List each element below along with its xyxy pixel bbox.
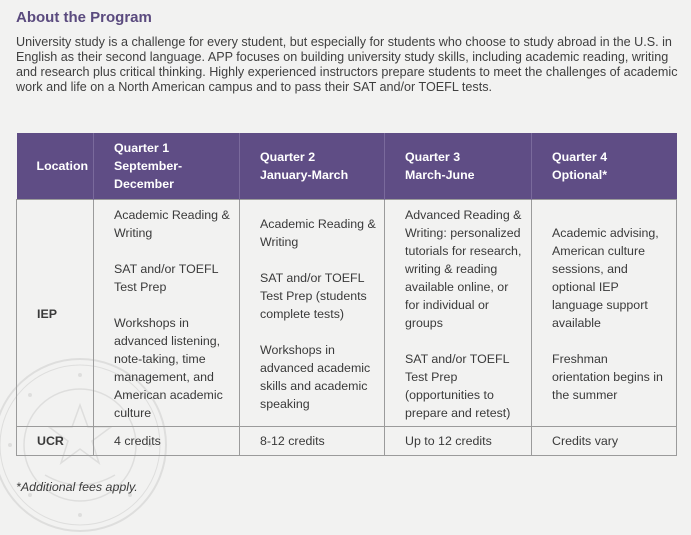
ucr-quarter-4-credits: Credits vary bbox=[532, 427, 677, 456]
table-row-iep bbox=[17, 200, 677, 427]
ucr-quarter-1-credits: 4 credits bbox=[94, 427, 240, 456]
header-quarter-4-title: Quarter 4 bbox=[552, 150, 608, 164]
ucr-quarter-3-credits: Up to 12 credits bbox=[385, 427, 532, 456]
page-title: About the Program bbox=[16, 9, 152, 26]
footnote: *Additional fees apply. bbox=[16, 480, 138, 494]
intro-paragraph: University study is a challenge for every student, but especially for students who choose to study abroad in the U.S. in English as their second language. APP focuses on building university study skills, including academic reading, writing and research plus critical thinking. Highly experienced instructors prepare students to meet the challenges of academic work and life on a North American campus and to pass their SAT and/or TOEFL tests. bbox=[16, 35, 678, 94]
table-row-ucr bbox=[17, 427, 677, 456]
header-quarter-1-start: September- bbox=[114, 159, 183, 173]
iep-q1-item: Workshops in advanced listening, note-taking, time management, and American academic culture bbox=[114, 316, 223, 420]
row-label-ucr: UCR bbox=[17, 427, 94, 456]
ucr-quarter-2-credits: 8-12 credits bbox=[240, 427, 385, 456]
header-quarter-1 bbox=[94, 133, 240, 200]
iep-q2-item: Academic Reading & Writing bbox=[260, 217, 376, 249]
iep-q1-item: Academic Reading & Writing bbox=[114, 208, 230, 240]
header-quarter-3-months: March-June bbox=[405, 168, 475, 182]
iep-q1-item: SAT and/or TOEFL Test Prep bbox=[114, 262, 218, 294]
iep-q4-item: Academic advising, American culture sessions, and optional IEP language support available bbox=[552, 226, 659, 330]
header-location-label: Location bbox=[36, 159, 89, 173]
program-schedule-table bbox=[16, 133, 677, 456]
header-location bbox=[17, 133, 94, 200]
iep-q3-item: Advanced Reading & Writing: personalized tutorials for research, writing & reading available online, or for individual or groups bbox=[405, 208, 522, 330]
row-label-iep: IEP bbox=[17, 200, 94, 427]
header-quarter-2 bbox=[240, 133, 385, 200]
header-quarter-4-note: Optional* bbox=[552, 168, 608, 182]
header-quarter-2-months: January-March bbox=[260, 168, 349, 182]
header-quarter-1-end: December bbox=[114, 177, 174, 191]
iep-quarter-2-cell bbox=[240, 200, 385, 427]
iep-q4-item: Freshman orientation begins in the summer bbox=[552, 352, 663, 402]
header-quarter-4 bbox=[532, 133, 677, 200]
header-quarter-3-title: Quarter 3 bbox=[405, 150, 461, 164]
iep-q2-item: Workshops in advanced academic skills and academic speaking bbox=[260, 343, 371, 411]
iep-quarter-1-cell bbox=[94, 200, 240, 427]
iep-quarter-3-cell bbox=[385, 200, 532, 427]
iep-q2-item: SAT and/or TOEFL Test Prep (students complete tests) bbox=[260, 271, 367, 321]
header-quarter-3 bbox=[385, 133, 532, 200]
header-quarter-2-title: Quarter 2 bbox=[260, 150, 316, 164]
iep-quarter-4-cell bbox=[532, 200, 677, 427]
header-quarter-1-title: Quarter 1 bbox=[114, 141, 170, 155]
table-header-row bbox=[17, 133, 677, 200]
iep-q3-item: SAT and/or TOEFL Test Prep (opportunities to prepare and retest) bbox=[405, 352, 511, 420]
